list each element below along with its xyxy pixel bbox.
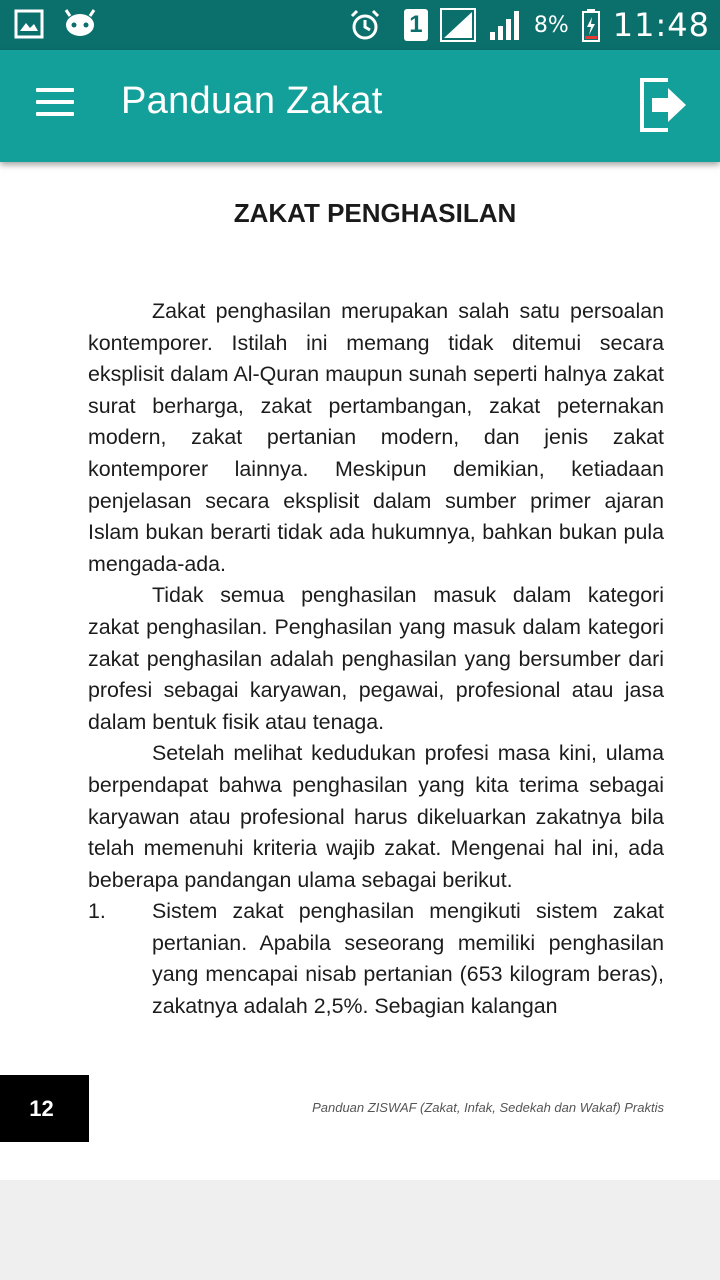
paragraph-1: Zakat penghasilan merupakan salah satu persoalan kontemporer. Istilah ini memang tidak ditemui secara eksplisit dalam Al-Quran maupun sunah seperti halnya zakat surat berharga, zakat pertambangan, zakat peternakan modern, zakat pertanian modern, dan jenis zakat kontemporer lainnya. Meskipun demikian, ketiadaan penjelasan secara eksplisit dalam sumber primer ajaran Islam bukan berarti tidak ada hukumnya, bahkan bukan pula mengada-ada.	[88, 299, 664, 576]
page-number-label: 12	[29, 1095, 54, 1121]
document-page[interactable]	[0, 162, 720, 1180]
document-body	[88, 296, 664, 1023]
hamburger-menu-icon[interactable]	[36, 88, 76, 124]
status-time: 11:48	[612, 6, 710, 44]
sim-icon	[404, 9, 428, 41]
status-bar-left	[14, 8, 98, 40]
exit-icon[interactable]	[638, 76, 690, 134]
alarm-icon	[348, 8, 382, 42]
android-icon	[62, 8, 98, 40]
paragraph-2: Tidak semua penghasilan masuk dalam kategori zakat penghasilan. Penghasilan yang masuk dalam kategori zakat penghasilan adalah penghasilan yang bersumber dari profesi sebagai karyawan, pegawai, profesional atau jasa dalam bentuk fisik atau tenaga.	[88, 583, 664, 734]
page-footer: Panduan ZISWAF (Zakat, Infak, Sedekah dan Wakaf) Praktis	[312, 1100, 664, 1115]
status-bar-right	[348, 4, 710, 46]
page-number	[0, 1075, 89, 1142]
list-item-number: 1.	[88, 899, 106, 924]
app-bar	[0, 50, 720, 162]
battery-percent: 8%	[533, 12, 569, 38]
signal-icon	[440, 8, 476, 42]
app-title: Panduan Zakat	[121, 80, 383, 122]
status-bar	[0, 0, 720, 50]
list-item-text: Sistem zakat penghasilan mengikuti sistem zakat pertanian. Apabila seseorang memiliki penghasilan yang mencapai nisab pertanian (653 kilogram beras), zakatnya adalah 2,5%. Sebagian kalangan	[152, 899, 664, 1019]
document-title: ZAKAT PENGHASILAN	[233, 198, 517, 228]
paragraph-3: Setelah melihat kedudukan profesi masa kini, ulama berpendapat bahwa penghasilan yang kita terima sebagai karyawan atau profesional harus dikeluarkan zakatnya bila telah memenuhi kriteria wajib zakat. Mengenai hal ini, ada beberapa pandangan ulama sebagai berikut.	[88, 741, 664, 892]
list-item	[88, 896, 664, 1022]
sim-number: 1	[409, 11, 423, 38]
battery-icon	[581, 8, 601, 42]
signal-icon	[488, 8, 522, 42]
gallery-icon	[14, 9, 44, 39]
